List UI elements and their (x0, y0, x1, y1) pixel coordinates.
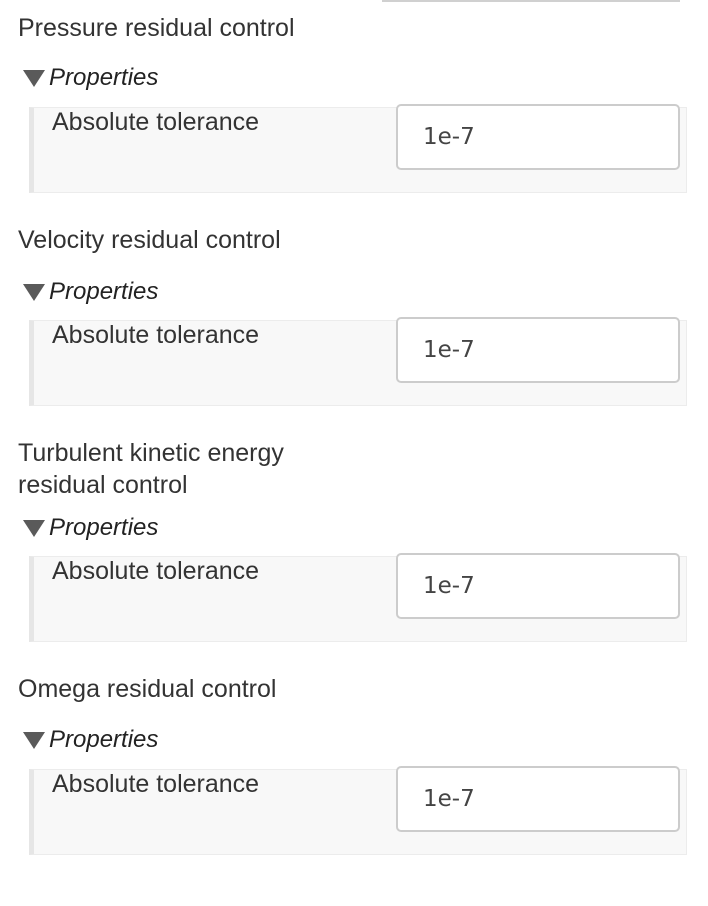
previous-input-bottom-edge (382, 0, 680, 2)
section-title: Pressure residual control (18, 14, 295, 42)
properties-toggle[interactable] (23, 725, 158, 755)
properties-toggle-label: Properties (49, 278, 159, 305)
absolute-tolerance-input[interactable] (396, 766, 680, 832)
section-title: Turbulent kinetic energy residual control (18, 439, 284, 499)
triangle-down-icon (23, 70, 45, 87)
properties-panel (29, 769, 687, 855)
properties-toggle[interactable] (23, 513, 158, 543)
absolute-tolerance-label: Absolute tolerance (52, 770, 260, 798)
section-title: Omega residual control (18, 675, 277, 703)
section-title: Velocity residual control (18, 226, 281, 254)
absolute-tolerance-input[interactable] (396, 104, 680, 170)
triangle-down-icon (23, 520, 45, 537)
absolute-tolerance-label: Absolute tolerance (52, 557, 260, 585)
triangle-down-icon (23, 284, 45, 301)
properties-toggle[interactable] (23, 277, 158, 307)
properties-panel (29, 107, 687, 193)
properties-panel (29, 556, 687, 642)
triangle-down-icon (23, 732, 45, 749)
properties-toggle-label: Properties (49, 726, 159, 753)
absolute-tolerance-input[interactable] (396, 553, 680, 619)
properties-toggle-label: Properties (49, 514, 159, 541)
properties-panel (29, 320, 687, 406)
properties-toggle[interactable] (23, 63, 158, 93)
absolute-tolerance-input[interactable] (396, 317, 680, 383)
properties-toggle-label: Properties (49, 64, 159, 91)
absolute-tolerance-label: Absolute tolerance (52, 108, 260, 136)
absolute-tolerance-label: Absolute tolerance (52, 321, 260, 349)
